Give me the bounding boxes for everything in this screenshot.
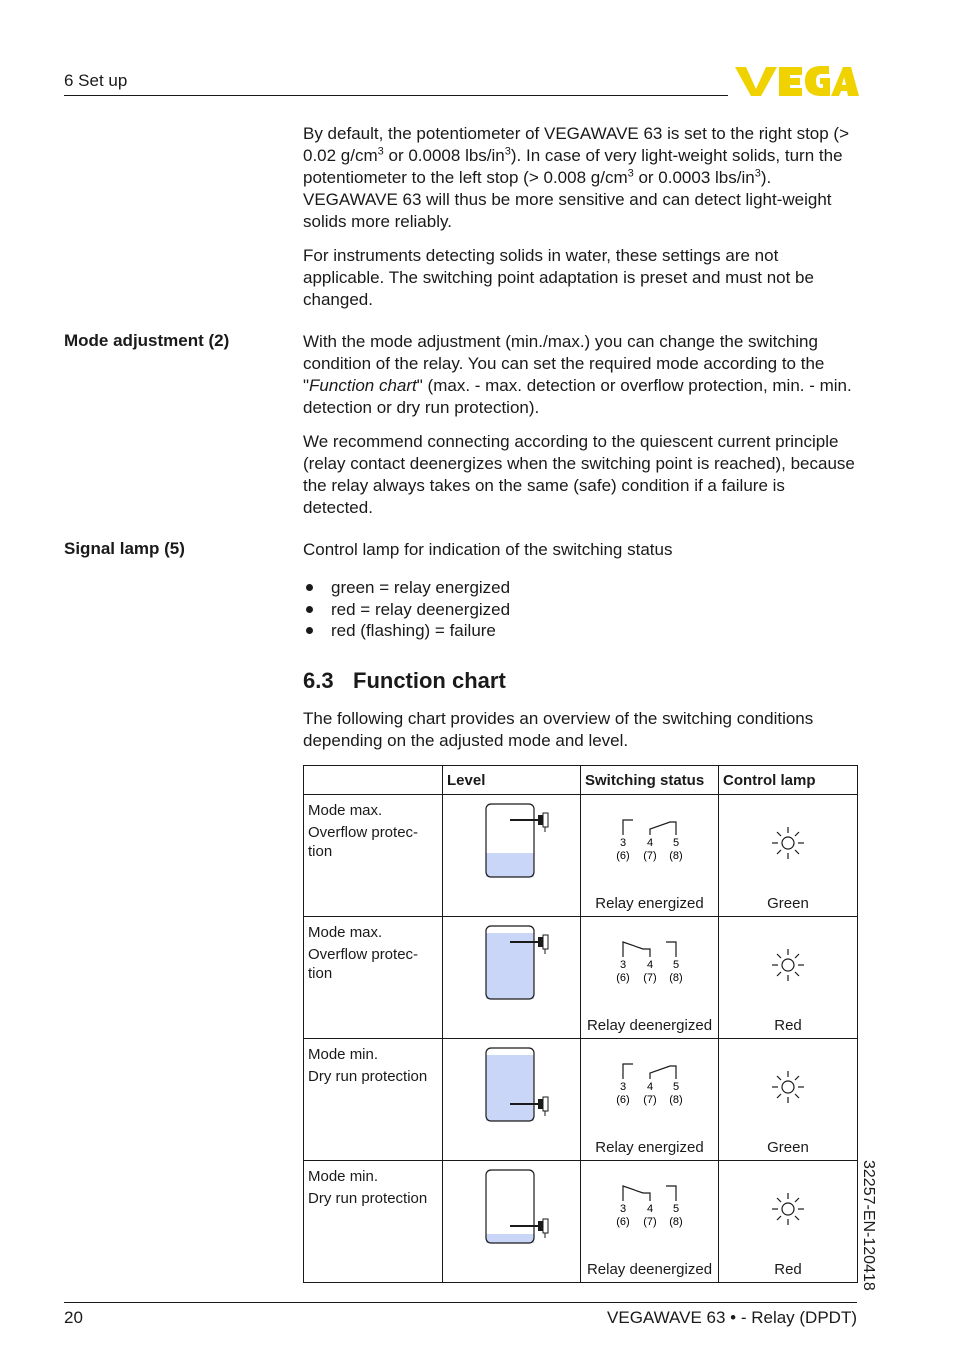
table-row: [304, 1039, 858, 1161]
footer-product: VEGAWAVE 63 • - Relay (DPDT): [607, 1308, 857, 1327]
page-number: 20: [64, 1308, 83, 1327]
svg-text:(6): (6): [615, 972, 630, 984]
mode-cell: [304, 1039, 443, 1161]
mode-description: Dry run protection: [308, 1190, 428, 1207]
list-item: red (flashing) = failure: [303, 620, 510, 642]
column-header-level: Level: [443, 766, 581, 795]
table-row: [304, 795, 858, 917]
svg-text:(6): (6): [615, 1094, 630, 1106]
relay-contact-deenergized-icon: [610, 939, 690, 987]
control-lamp-cell: [719, 795, 858, 917]
switching-status-label: Relay deenergized: [586, 1261, 713, 1278]
relay-contact-energized-icon: [610, 817, 690, 865]
column-header-mode: [304, 766, 443, 795]
column-header-switching-status: Switching status: [581, 766, 719, 795]
switching-status-cell: [581, 917, 719, 1039]
mode-name: Mode max.: [308, 802, 383, 819]
lamp-icon: [770, 947, 806, 983]
section-heading: 6.3 Function chart: [303, 668, 506, 693]
table-row: [304, 917, 858, 1039]
document-number: 32257-EN-120418: [860, 1160, 877, 1291]
intro-paragraph-2: For instruments detecting solids in water, these settings are not applicable. The switching point adaptation is preset and must not be changed.: [303, 246, 814, 309]
control-lamp-label: Red: [774, 1017, 802, 1034]
level-cell: [443, 1039, 581, 1161]
bullet-icon: [306, 627, 313, 634]
switching-status-label: Relay energized: [595, 895, 704, 912]
switching-status-label: Relay deenergized: [586, 1017, 713, 1034]
svg-text:3: 3: [619, 1081, 626, 1093]
svg-text:3: 3: [619, 837, 626, 849]
svg-text:(7): (7): [642, 972, 657, 984]
level-cell: [443, 1161, 581, 1283]
switching-status-cell: [581, 1161, 719, 1283]
mode-name: Mode max.: [308, 924, 383, 941]
mode-name: Mode min.: [308, 1168, 379, 1185]
intro-paragraph-1: By default, the potentiometer of VEGAWAVE 63 is set to the right stop (> 0.02 $g/cm^3$ or 0.0008 lbs/$in^3$). In case of very light-weight solids, turn the potentiometer to the left stop (> 0.008 $g/cm^3$ or 0.0003 lbs/$in^3$). VEGAWAVE 63 will thus be more sensitive and can detect light-weight solids more reliably.: [303, 124, 850, 231]
mode-description: Dry run protection: [308, 1068, 428, 1085]
function-chart-intro: The following chart provides an overview of the switching conditions depending on the adjusted mode and level.: [303, 709, 814, 750]
mode-cell: [304, 917, 443, 1039]
mode-name: Mode min.: [308, 1046, 379, 1063]
table-row: [304, 1161, 858, 1283]
switching-status-cell: [581, 1039, 719, 1161]
level-cell: [443, 795, 581, 917]
svg-text:3: 3: [619, 959, 626, 971]
header-rule: [64, 95, 728, 96]
lamp-icon: [770, 1069, 806, 1105]
bullet-icon: [306, 606, 313, 613]
lamp-icon: [770, 825, 806, 861]
level-cell: [443, 917, 581, 1039]
svg-text:(8): (8): [668, 850, 683, 862]
svg-text:5: 5: [672, 1203, 679, 1215]
tank-low-level-sensor-top-icon: [472, 801, 552, 881]
relay-contact-deenergized-icon: [610, 1183, 690, 1231]
svg-text:(8): (8): [668, 1094, 683, 1106]
control-lamp-cell: [719, 1161, 858, 1283]
svg-text:3: 3: [619, 1203, 626, 1215]
switching-status-cell: [581, 795, 719, 917]
lamp-icon: [770, 1191, 806, 1227]
vega-logo: [735, 63, 859, 104]
control-lamp-label: Green: [767, 895, 809, 912]
table-header-row: [304, 766, 858, 795]
signal-lamp-bullet-list: [303, 577, 510, 642]
tank-full-level-sensor-top-icon: [472, 923, 552, 1003]
svg-text:(8): (8): [668, 1216, 683, 1228]
svg-text:(6): (6): [615, 850, 630, 862]
mode-cell: [304, 795, 443, 917]
svg-text:5: 5: [672, 837, 679, 849]
footer-rule: [64, 1302, 857, 1303]
svg-text:4: 4: [646, 1081, 653, 1093]
svg-text:4: 4: [646, 837, 653, 849]
relay-contact-energized-icon: [610, 1061, 690, 1109]
control-lamp-cell: [719, 1039, 858, 1161]
signal-lamp-intro: Control lamp for indication of the switching status: [303, 540, 673, 559]
control-lamp-label: Red: [774, 1261, 802, 1278]
bullet-icon: [306, 584, 313, 591]
svg-text:(7): (7): [642, 1094, 657, 1106]
tank-full-level-sensor-bottom-icon: [472, 1045, 552, 1125]
column-header-control-lamp: Control lamp: [719, 766, 858, 795]
mode-adjustment-paragraph-1: With the mode adjustment (min./max.) you can change the switching condition of the relay. You can set the required mode according to the "Function chart" (max. - max. detection or overflow protection, min. - min. detection or dry run protection).: [303, 332, 852, 417]
mode-description: Overflow protec- tion: [308, 946, 419, 982]
mode-adjustment-paragraph-2: We recommend connecting according to the quiescent current principle (relay contact deenergizes when the switching point is reached), because the relay always takes on the same (safe) condition if a failure is detected.: [303, 432, 855, 517]
svg-text:(7): (7): [642, 850, 657, 862]
svg-text:(6): (6): [615, 1216, 630, 1228]
control-lamp-label: Green: [767, 1139, 809, 1156]
svg-text:(8): (8): [668, 972, 683, 984]
svg-text:4: 4: [646, 1203, 653, 1215]
list-item: red = relay deenergized: [303, 599, 510, 621]
mode-adjustment-label: Mode adjustment (2): [64, 331, 230, 350]
function-chart-table: [303, 765, 858, 1283]
section-header: 6 Set up: [64, 71, 128, 90]
list-item: green = relay energized: [303, 577, 510, 599]
control-lamp-cell: [719, 917, 858, 1039]
mode-cell: [304, 1161, 443, 1283]
svg-text:(7): (7): [642, 1216, 657, 1228]
svg-text:5: 5: [672, 959, 679, 971]
switching-status-label: Relay energized: [595, 1139, 704, 1156]
signal-lamp-label: Signal lamp (5): [64, 539, 185, 558]
tank-empty-level-sensor-bottom-icon: [472, 1167, 552, 1247]
mode-description: Overflow protec- tion: [308, 824, 419, 860]
svg-text:4: 4: [646, 959, 653, 971]
svg-text:5: 5: [672, 1081, 679, 1093]
